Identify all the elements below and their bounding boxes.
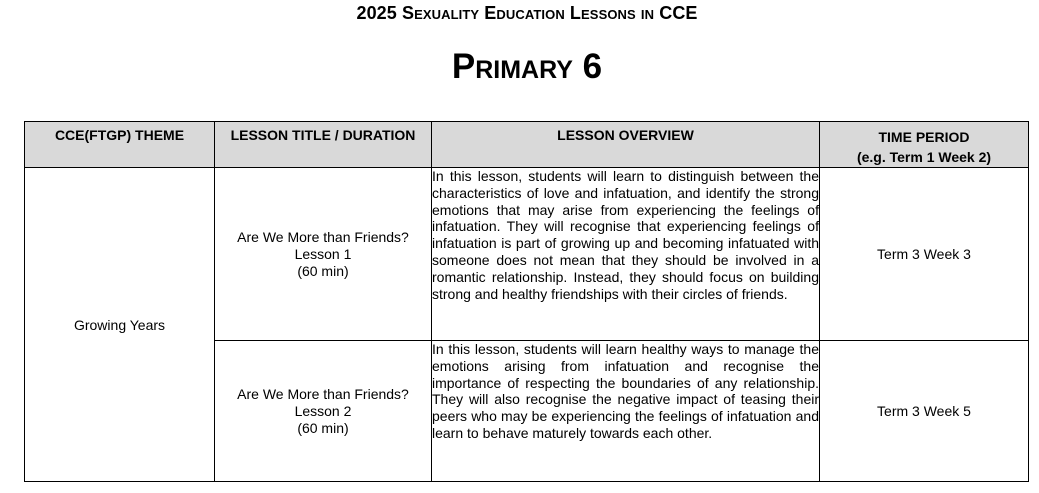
header-theme: CCE(FTGP) THEME	[25, 122, 215, 168]
header-overview: LESSON OVERVIEW	[432, 122, 820, 168]
table-row	[25, 168, 1029, 341]
lessons-table	[24, 121, 1029, 482]
time-period-cell: Term 3 Week 5	[820, 341, 1029, 482]
document-subtitle: Primary 6	[451, 47, 603, 86]
lesson-number: Lesson 2	[294, 402, 352, 419]
header-lesson-title: LESSON TITLE / DURATION	[215, 122, 432, 168]
lesson-number: Lesson 1	[294, 245, 352, 262]
lesson-overview-cell: In this lesson, students will learn to distinguish between the characteristics of love and infatuation, and identify the strong emotions that may arise from experiencing the feelings of infatuation. They will recognise that experiencing feelings of infatuation is part of growing up and becoming infatuated with someone does not mean that they should be involved in a romantic relationship. Instead, they should focus on building strong and healthy friendships with their circles of friends.	[432, 168, 820, 341]
lesson-title: Are We More than Friends?	[237, 385, 409, 402]
lesson-title: Are We More than Friends?	[237, 228, 409, 245]
lesson-title-cell	[215, 168, 432, 341]
lesson-overview-cell: In this lesson, students will learn healthy ways to manage the emotions arising from infatuation and recognise the importance of respecting the boundaries of any relationship. They will also recognise the negative impact of teasing their peers who may be experiencing the feelings of infatuation and learn to behave maturely towards each other.	[432, 341, 820, 482]
time-period-cell: Term 3 Week 3	[820, 168, 1029, 341]
document-title: 2025 Sexuality Education Lessons in CCE	[356, 3, 698, 23]
theme-cell: Growing Years	[25, 168, 215, 482]
lesson-duration: (60 min)	[297, 419, 349, 436]
lesson-title-cell	[215, 341, 432, 482]
header-time-period-example: (e.g. Term 1 Week 2)	[856, 149, 992, 165]
header-time-period	[820, 122, 1029, 168]
header-time-period-label: TIME PERIOD	[878, 129, 970, 145]
lesson-duration: (60 min)	[297, 262, 349, 279]
table-header-row	[25, 122, 1029, 168]
